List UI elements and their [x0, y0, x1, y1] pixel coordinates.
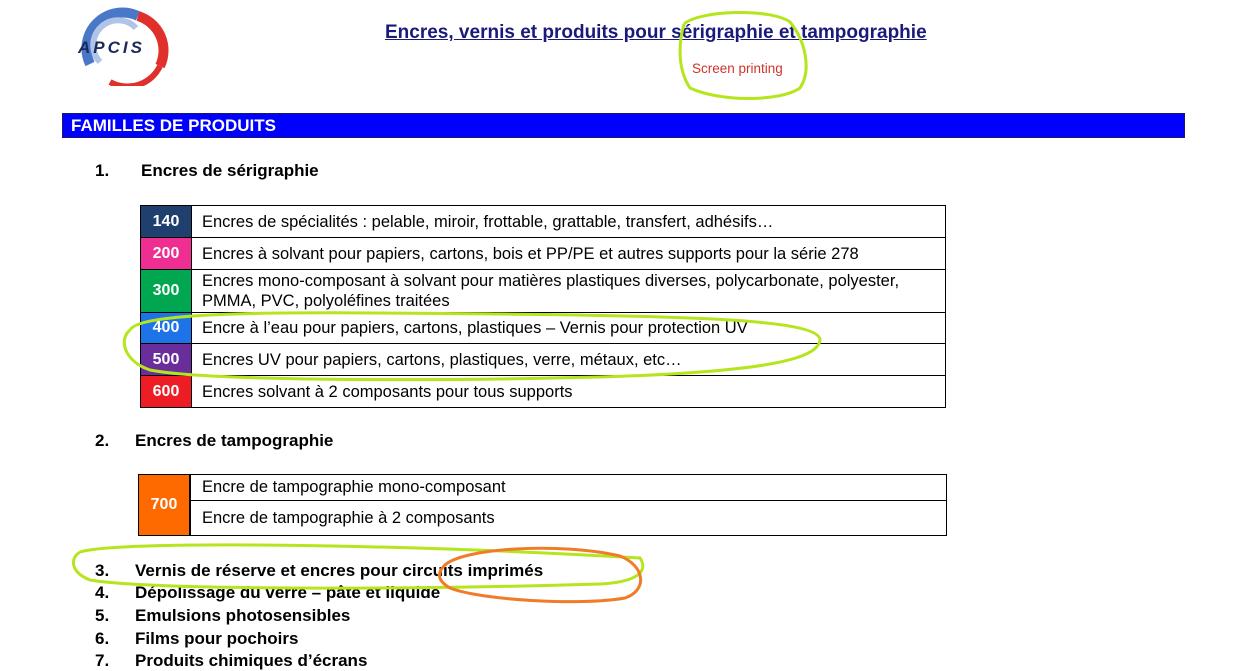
- group-heading-2: [95, 431, 333, 451]
- list-number: 6.: [95, 629, 110, 648]
- code-badge: 700: [139, 475, 190, 535]
- list-item: [95, 583, 440, 603]
- list-item: [95, 561, 543, 581]
- code-badge: 300: [141, 270, 192, 312]
- apcis-logo: [70, 6, 170, 86]
- list-number: 3.: [95, 561, 110, 580]
- group-number: 1.: [95, 161, 110, 180]
- list-number: 4.: [95, 583, 110, 602]
- annotation-note: Screen printing: [692, 61, 783, 76]
- list-title: Dépolissage du verre – pâte et liquide: [135, 583, 441, 602]
- code-badge: 200: [141, 238, 192, 269]
- list-number: 7.: [95, 651, 110, 670]
- code-badge: 140: [141, 206, 192, 237]
- section-bar: [62, 113, 1185, 138]
- pad-printing-rows: [190, 475, 946, 535]
- serigraphy-table: [140, 205, 946, 408]
- row-description: Encres à solvant pour papiers, cartons, bois et PP/PE et autres supports pour la série 278: [202, 244, 859, 263]
- code-badge: 400: [141, 313, 192, 343]
- group-title: Encres de sérigraphie: [141, 161, 319, 180]
- code-badge: 500: [141, 344, 192, 375]
- table-row: [141, 313, 945, 344]
- section-title: FAMILLES DE PRODUITS: [71, 116, 276, 135]
- code-badge: 600: [141, 376, 192, 407]
- table-row: [141, 206, 945, 238]
- table-row: [141, 238, 945, 270]
- row-description: Encres mono-composant à solvant pour matières plastiques diverses, polycarbonate, polyester, PMMA, PVC, polyoléfines traitées: [202, 272, 900, 310]
- list-title: Vernis de réserve et encres pour circuits imprimés: [135, 561, 544, 580]
- list-item: [95, 651, 367, 671]
- group-heading-1: [95, 161, 319, 181]
- group-number: 2.: [95, 431, 110, 450]
- row-description: Encre de tampographie mono-composant: [191, 475, 946, 501]
- group-title: Encres de tampographie: [135, 431, 334, 450]
- row-description: Encre à l’eau pour papiers, cartons, plastiques – Vernis pour protection UV: [202, 319, 748, 337]
- logo-text: APCIS: [78, 38, 145, 57]
- table-row: [141, 376, 945, 408]
- row-description: Encres UV pour papiers, cartons, plastiques, verre, métaux, etc…: [202, 350, 682, 369]
- row-description: Encres de spécialités : pelable, miroir, frottable, grattable, transfert, adhésifs…: [202, 212, 774, 231]
- list-item: [95, 606, 350, 626]
- list-title: Films pour pochoirs: [135, 629, 299, 648]
- pad-printing-table: [138, 474, 947, 536]
- table-row: [141, 270, 945, 313]
- table-row: [141, 344, 945, 376]
- row-description: Encre de tampographie à 2 composants: [202, 509, 495, 527]
- list-item: [95, 629, 298, 649]
- list-number: 5.: [95, 606, 110, 625]
- document-title: Encres, vernis et produits pour sérigraphie et tampographie: [385, 22, 927, 43]
- list-title: Produits chimiques d’écrans: [135, 651, 368, 670]
- list-title: Emulsions photosensibles: [135, 606, 351, 625]
- row-description: Encres solvant à 2 composants pour tous supports: [202, 382, 573, 401]
